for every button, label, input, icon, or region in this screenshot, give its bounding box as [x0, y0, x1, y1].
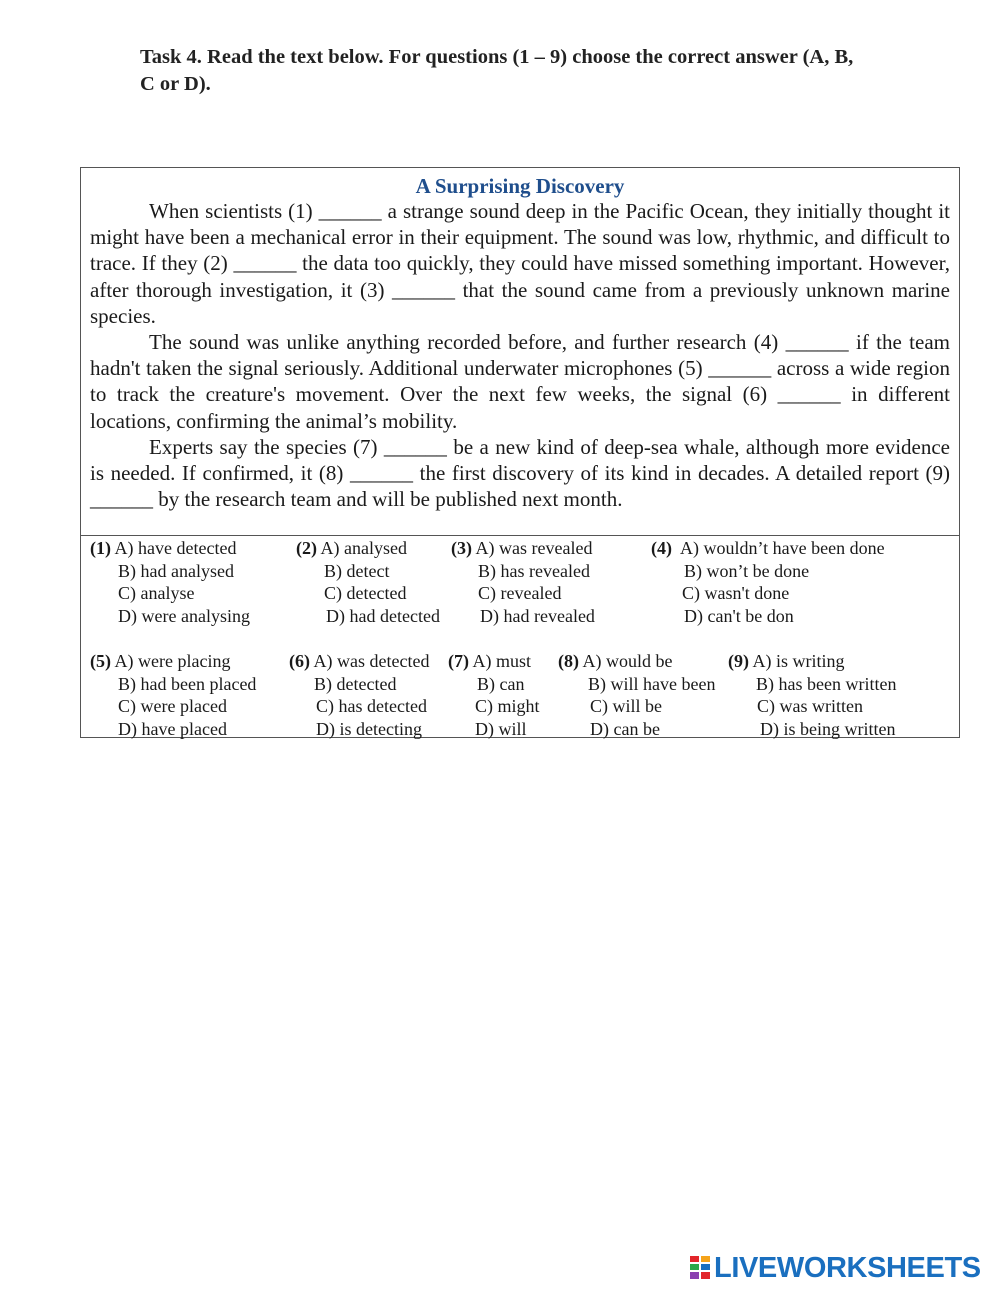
question-5-option-d[interactable]: D) have placed	[118, 719, 227, 739]
question-6-option-d[interactable]: D) is detecting	[316, 719, 422, 739]
question-number: (5)	[90, 651, 111, 671]
question-number: (8)	[558, 651, 579, 671]
question-6-option-b[interactable]: B) detected	[314, 674, 397, 694]
passage-paragraph: The sound was unlike anything recorded before, and further research (4) ______ if the team hadn't taken the signal seriously. Additional underwater microphones (5) ______ across a wide region to track the creature's movement. Over the next few weeks, the signal (6) ______ in different locations, confirming the animal’s mobility.	[90, 330, 950, 433]
question-7-option-a[interactable]	[448, 650, 531, 672]
question-3-option-b[interactable]: B) has revealed	[478, 561, 590, 581]
option-text: A) was revealed	[475, 538, 593, 558]
question-5-option-b[interactable]: B) had been placed	[118, 674, 257, 694]
question-8-option-c[interactable]: C) will be	[590, 696, 662, 716]
question-4-option-b[interactable]: B) won’t be done	[684, 561, 810, 581]
question-2-option-c[interactable]: C) detected	[324, 583, 407, 603]
option-text: A) must	[472, 651, 532, 671]
question-9-option-d[interactable]: D) is being written	[760, 719, 896, 739]
question-2-option-d[interactable]: D) had detected	[326, 606, 440, 626]
option-text: A) analysed	[320, 538, 407, 558]
question-6-option-a[interactable]	[289, 650, 429, 672]
question-9-option-c[interactable]: C) was written	[757, 696, 863, 716]
logo-text: LIVEWORKSHEETS	[714, 1251, 981, 1284]
liveworksheets-logo-icon	[690, 1255, 712, 1281]
task-line-2: C or D).	[140, 73, 211, 95]
question-8-option-b[interactable]: B) will have been	[588, 674, 716, 694]
option-text: A) was detected	[313, 651, 430, 671]
option-text: A) wouldn’t have been done	[680, 538, 885, 558]
question-2-option-a[interactable]	[296, 537, 407, 559]
passage-title: A Surprising Discovery	[415, 174, 625, 198]
option-text: A) would be	[582, 651, 673, 671]
question-number: (2)	[296, 538, 317, 558]
task-instructions	[140, 44, 940, 98]
task-line-1: Task 4. Read the text below. For questions (1 – 9) choose the correct answer (A, B,	[140, 46, 854, 68]
question-number: (4)	[651, 538, 672, 558]
question-number: (6)	[289, 651, 310, 671]
question-3-option-c[interactable]: C) revealed	[478, 583, 562, 603]
question-9-option-a[interactable]	[728, 650, 845, 672]
question-8-option-a[interactable]	[558, 650, 673, 672]
question-4-option-d[interactable]: D) can't be don	[684, 606, 794, 626]
question-number: (3)	[451, 538, 472, 558]
question-4-option-a[interactable]	[651, 537, 885, 559]
question-3-option-a[interactable]	[451, 537, 592, 559]
question-6-option-c[interactable]: C) has detected	[316, 696, 427, 716]
question-5-option-c[interactable]: C) were placed	[118, 696, 227, 716]
question-9-option-b[interactable]: B) has been written	[756, 674, 897, 694]
question-2-option-b[interactable]: B) detect	[324, 561, 390, 581]
question-number: (7)	[448, 651, 469, 671]
question-1-option-d[interactable]: D) were analysing	[118, 606, 250, 626]
question-number: (9)	[728, 651, 749, 671]
exercise-box	[80, 167, 960, 738]
option-text: A) were placing	[114, 651, 231, 671]
question-7-option-b[interactable]: B) can	[477, 674, 525, 694]
question-8-option-d[interactable]: D) can be	[590, 719, 660, 739]
question-1-option-a[interactable]	[90, 537, 236, 559]
question-5-option-a[interactable]	[90, 650, 230, 672]
option-text: A) is writing	[752, 651, 845, 671]
liveworksheets-logo[interactable]	[690, 1251, 981, 1285]
passage-paragraph: When scientists (1) ______ a strange sound deep in the Pacific Ocean, they initially thought it might have been a mechanical error in their equipment. The sound was low, rhythmic, and difficult to trace. If they (2) ______ the data too quickly, they could have missed something important. However, after thorough investigation, it (3) ______ that the sound came from a previously unknown marine species.	[90, 199, 950, 328]
question-7-option-c[interactable]: C) might	[475, 696, 540, 716]
passage-paragraph: Experts say the species (7) ______ be a new kind of deep-sea whale, although more evidence is needed. If confirmed, it (8) ______ the first discovery of its kind in decades. A detailed report (9) ______ by the research team and will be published next month.	[90, 434, 950, 512]
question-1-option-c[interactable]: C) analyse	[118, 583, 195, 603]
option-text: A) have detected	[114, 538, 237, 558]
question-7-option-d[interactable]: D) will	[475, 719, 527, 739]
question-3-option-d[interactable]: D) had revealed	[480, 606, 595, 626]
question-4-option-c[interactable]: C) wasn't done	[682, 583, 790, 603]
question-1-option-b[interactable]: B) had analysed	[118, 561, 234, 581]
reading-passage	[81, 168, 959, 536]
question-number: (1)	[90, 538, 111, 558]
